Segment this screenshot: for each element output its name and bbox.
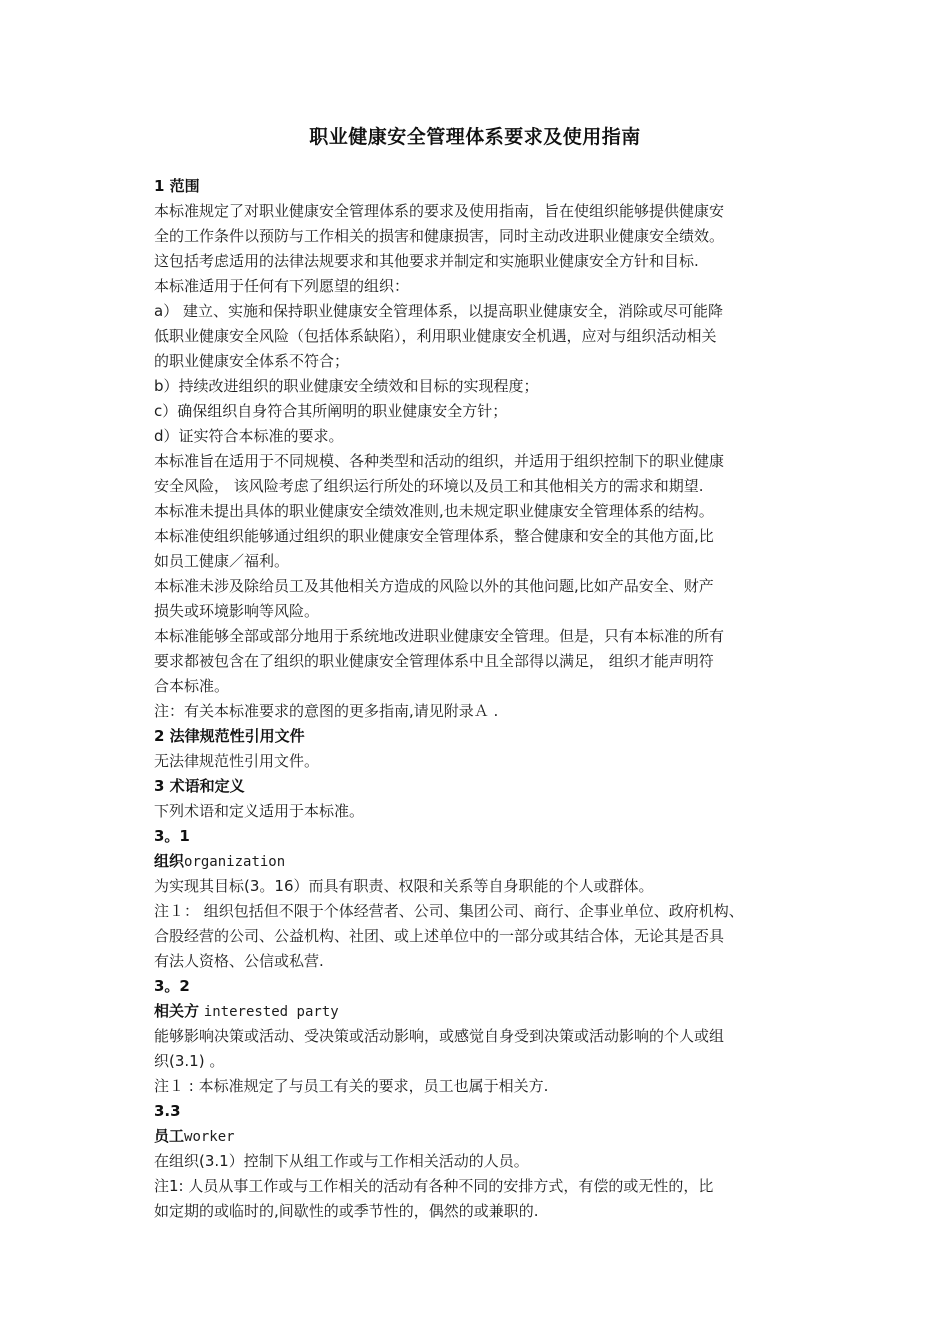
list-item-line: b）持续改进组织的职业健康安全绩效和目标的实现程度； [154,377,539,395]
paragraph-line: 本标准能够全部或部分地用于系统地改进职业健康安全管理。但是，只有本标准的所有 [154,627,725,645]
definition-line: 为实现其目标(3。16）而具有职责、权限和关系等自身职能的个人或群体。 [154,877,654,895]
term-heading [154,1124,235,1149]
paragraph-line: 本标准旨在适用于不同规模、各种类型和活动的组织，并适用于组织控制下的职业健康 [154,452,725,470]
term-number: 3。1 [154,827,190,845]
term-english: organization [184,854,286,870]
definition-line: 在组织(3.1）控制下从组工作或与工作相关活动的人员。 [154,1152,529,1170]
paragraph-line: 本标准适用于任何有下列愿望的组织： [154,277,410,295]
list-item-line: a） 建立、实施和保持职业健康安全管理体系，以提高职业健康安全，消除或尽可能降 [154,302,723,320]
term-number: 3.3 [154,1102,181,1120]
term-name: 组织 [154,852,185,870]
term-number: 3。2 [154,977,190,995]
paragraph-line: 本标准使组织能够通过组织的职业健康安全管理体系，整合健康和安全的其他方面,比 [154,527,714,545]
term-english: worker [184,1129,235,1145]
paragraph-line: 安全风险， 该风险考虑了组织运行所处的环境以及员工和其他相关方的需求和期望. [154,477,704,495]
section-heading-scope: 1 范围 [154,177,200,195]
note-line: 注1: 人员从事工作或与工作相关的活动有各种不同的安排方式，有偿的或无性的，比 [154,1177,714,1195]
paragraph-line: 无法律规范性引用文件。 [154,752,320,770]
paragraph-line: 全的工作条件以预防与工作相关的损害和健康损害，同时主动改进职业健康安全绩效。 [154,227,725,245]
paragraph-line: 下列术语和定义适用于本标准。 [154,802,365,820]
list-item-line: 的职业健康安全体系不符合； [154,352,350,370]
section-heading-terms: 3 术语和定义 [154,777,245,795]
term-heading [154,849,285,874]
note-line: 注：有关本标准要求的意图的更多指南,请见附录Ａ . [154,702,499,720]
paragraph-line: 本标准未提出具体的职业健康安全绩效准则,也未规定职业健康安全管理体系的结构。 [154,502,714,520]
paragraph-line: 这包括考虑适用的法律法规要求和其他要求并制定和实施职业健康安全方针和目标. [154,252,699,270]
paragraph-line: 要求都被包含在了组织的职业健康安全管理体系中且全部得以满足， 组织才能声明符 [154,652,714,670]
term-name: 员工 [154,1127,185,1145]
term-name: 相关方 [154,1002,200,1020]
definition-line: 能够影响决策或活动、受决策或活动影响，或感觉自身受到决策或活动影响的个人或组 [154,1027,725,1045]
note-line: 合股经营的公司、公益机构、社团、或上述单位中的一部分或其结合体，无论其是否具 [154,927,725,945]
list-item-line: c）确保组织自身符合其所阐明的职业健康安全方针； [154,402,508,420]
paragraph-line: 本标准规定了对职业健康安全管理体系的要求及使用指南，旨在使组织能够提供健康安 [154,202,725,220]
note-line: 注１ : 本标准规定了与员工有关的要求，员工也属于相关方. [154,1077,549,1095]
section-heading-normative-references: 2 法律规范性引用文件 [154,727,305,745]
paragraph-line: 本标准未涉及除给员工及其他相关方造成的风险以外的其他问题,比如产品安全、财产 [154,577,714,595]
paragraph-line: 损失或环境影响等风险。 [154,602,320,620]
note-line: 有法人资格、公信或私营. [154,952,324,970]
list-item-line: d）证实符合本标准的要求。 [154,427,344,445]
term-heading [154,999,339,1024]
term-english: interested party [203,1004,339,1020]
paragraph-line: 如员工健康／福利。 [154,552,290,570]
list-item-line: 低职业健康安全风险（包括体系缺陷），利用职业健康安全机遇，应对与组织活动相关 [154,327,717,345]
note-line: 注１： 组织包括但不限于个体经营者、公司、集团公司、商行、企事业单位、政府机构、 [154,902,744,920]
note-line: 如定期的或临时的,间歇性的或季节性的，偶然的或兼职的. [154,1202,539,1220]
document-title: 职业健康安全管理体系要求及使用指南 [309,126,641,148]
paragraph-line: 合本标准。 [154,677,230,695]
definition-line: 织(3.1) 。 [154,1052,225,1070]
